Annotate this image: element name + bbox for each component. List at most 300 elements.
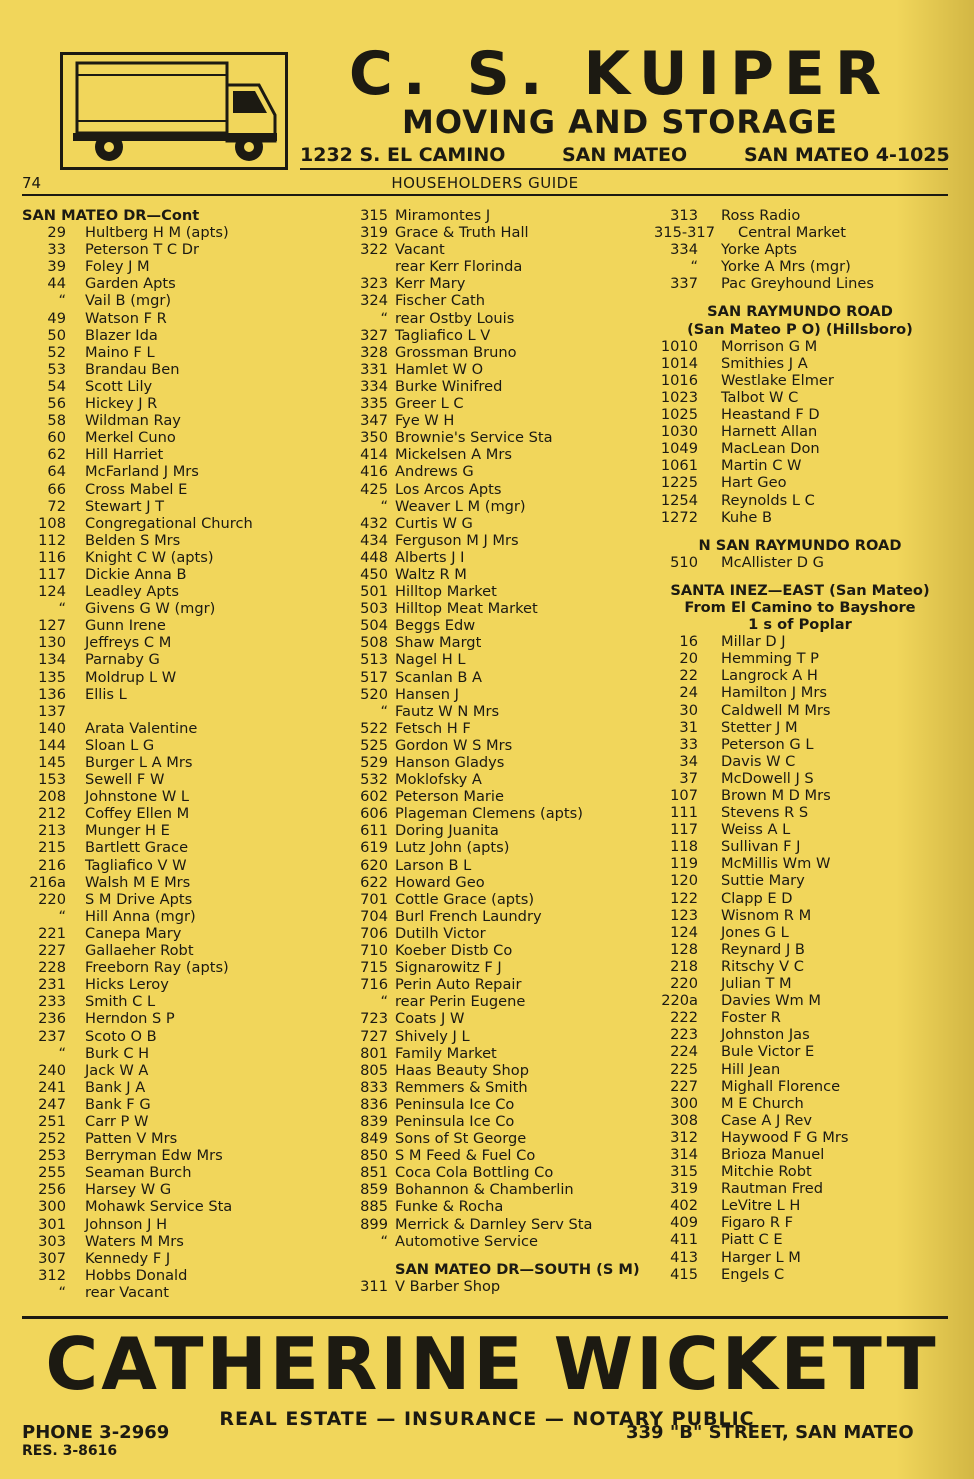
listing-row <box>340 258 650 275</box>
householder-name: Patten V Mrs <box>85 1130 178 1148</box>
house-number: 315 <box>670 1163 698 1181</box>
householder-name: Blazer Ida <box>85 326 158 344</box>
listing-row <box>22 327 338 344</box>
listing-row <box>22 925 338 942</box>
house-number: 241 <box>38 1078 66 1096</box>
listing-row <box>654 1095 946 1112</box>
householder-name: LeVitre L H <box>721 1197 801 1215</box>
listing-row <box>340 515 650 532</box>
page-title: HOUSEHOLDERS GUIDE <box>391 174 579 192</box>
householder-name: Hobbs Donald <box>85 1266 188 1284</box>
listing-row <box>22 361 338 378</box>
house-number: 111 <box>670 804 698 822</box>
listing-row <box>340 429 650 446</box>
listing-row <box>340 600 650 617</box>
house-number: 715 <box>360 959 388 977</box>
listing-row <box>22 1113 338 1130</box>
householder-name: Jeffreys C M <box>85 634 172 652</box>
agent-services: REAL ESTATE — INSURANCE — NOTARY PUBLIC <box>219 1408 755 1430</box>
house-number: 208 <box>38 788 66 806</box>
listing-row <box>340 463 650 480</box>
householder-name: Wisnom R M <box>721 906 812 924</box>
house-number: 303 <box>38 1232 66 1250</box>
listing-row <box>22 1198 338 1215</box>
listing-row <box>22 1250 338 1267</box>
householder-name: Givens G W (mgr) <box>85 600 216 618</box>
householder-name: Brioza Manuel <box>721 1145 825 1163</box>
householder-name: Coca Cola Bottling Co <box>395 1164 554 1182</box>
street-heading <box>654 303 946 320</box>
householder-name: Dickie Anna B <box>85 565 187 583</box>
street-heading <box>654 321 946 338</box>
house-number: 22 <box>679 667 698 685</box>
householder-name: Hill Anna (mgr) <box>85 907 196 925</box>
listing-row <box>340 1198 650 1215</box>
house-number: “ <box>58 1283 66 1301</box>
householder-name: Greer L C <box>395 395 464 413</box>
spacer <box>654 292 946 303</box>
listing-row <box>22 703 338 720</box>
listing-row <box>340 292 650 309</box>
house-number: 228 <box>38 959 66 977</box>
page-number: 74 <box>22 174 42 192</box>
householder-name: Gallaeher Robt <box>85 942 194 960</box>
advertisement-footer <box>0 1318 974 1479</box>
householder-name: Remmers & Smith <box>395 1078 528 1096</box>
house-number: 112 <box>38 531 66 549</box>
house-number: 44 <box>47 275 66 293</box>
house-number: 315-317 <box>654 224 715 242</box>
householder-name: Foster R <box>721 1009 781 1027</box>
listing-row <box>654 474 946 491</box>
house-number: 319 <box>360 224 388 242</box>
listing-row <box>340 874 650 891</box>
house-number: 53 <box>47 360 66 378</box>
house-number: 727 <box>360 1027 388 1045</box>
house-number: 252 <box>38 1130 66 1148</box>
listing-row <box>22 771 338 788</box>
listing-row <box>22 1079 338 1096</box>
listing-row <box>654 492 946 509</box>
house-number: 20 <box>679 650 698 668</box>
listing-row <box>654 924 946 941</box>
listing-row <box>22 874 338 891</box>
householder-name: Waters M Mrs <box>85 1232 184 1250</box>
householder-name: McAllister D G <box>721 553 824 571</box>
house-number: 1016 <box>660 371 698 389</box>
header-rule <box>300 168 948 170</box>
house-number: 414 <box>360 446 388 464</box>
householder-name: Watson F R <box>85 309 167 327</box>
agent-name: CATHERINE WICKETT <box>45 1322 939 1406</box>
house-number: 402 <box>670 1197 698 1215</box>
house-number: 701 <box>360 890 388 908</box>
listing-row <box>22 737 338 754</box>
listing-row <box>654 1146 946 1163</box>
householder-name: Los Arcos Apts <box>395 480 502 498</box>
listing-row <box>22 412 338 429</box>
householder-name: Johnstone W L <box>85 788 190 806</box>
street-heading <box>22 207 338 224</box>
listing-row <box>340 395 650 412</box>
listing-row <box>654 633 946 650</box>
listing-row <box>340 412 650 429</box>
street-heading-text: SAN MATEO DR—SOUTH (S M) <box>395 1260 640 1278</box>
agent-res-phone: RES. 3-8616 <box>22 1443 118 1459</box>
listing-row <box>340 361 650 378</box>
listing-row <box>22 498 338 515</box>
listing-row <box>22 891 338 908</box>
householder-name: Bohannon & Chamberlin <box>395 1181 574 1199</box>
listing-row <box>654 684 946 701</box>
householder-name: S M Drive Apts <box>85 890 193 908</box>
house-number: 1254 <box>660 491 698 509</box>
householder-name: Harsey W G <box>85 1181 172 1199</box>
householder-name: Stevens R S <box>721 804 809 822</box>
house-number: 501 <box>360 583 388 601</box>
listing-row <box>340 617 650 634</box>
householder-name: Davis W C <box>721 752 796 770</box>
listing-row <box>654 1180 946 1197</box>
listing-row <box>22 1062 338 1079</box>
householder-name: Hamlet W O <box>395 360 484 378</box>
listing-row <box>22 1181 338 1198</box>
house-number: 231 <box>38 976 66 994</box>
house-number: 323 <box>360 275 388 293</box>
house-number: 33 <box>679 735 698 753</box>
householder-name: Munger H E <box>85 822 170 840</box>
householder-name: Mohawk Service Sta <box>85 1198 233 1216</box>
truck-logo <box>60 52 288 170</box>
listing-row <box>654 992 946 1009</box>
listing-row <box>22 549 338 566</box>
house-number: 312 <box>670 1128 698 1146</box>
listing-row <box>340 805 650 822</box>
householder-name: Hickey J R <box>85 395 158 413</box>
house-number: 602 <box>360 788 388 806</box>
householder-name: Hamilton J Mrs <box>721 684 827 702</box>
householder-name: Freeborn Ray (apts) <box>85 959 229 977</box>
house-number: 432 <box>360 514 388 532</box>
listing-row <box>654 275 946 292</box>
listing-row <box>22 1284 338 1301</box>
listing-row <box>654 1266 946 1283</box>
house-number: “ <box>380 497 388 515</box>
householder-name: Mighall Florence <box>721 1077 841 1095</box>
house-number: 315 <box>360 207 388 224</box>
listing-row <box>22 310 338 327</box>
house-number: 218 <box>670 957 698 975</box>
agent-phone: PHONE 3-2969 <box>22 1422 170 1443</box>
house-number: 213 <box>38 822 66 840</box>
listing-row <box>340 857 650 874</box>
house-number: 520 <box>360 685 388 703</box>
house-number: 434 <box>360 531 388 549</box>
house-number: 227 <box>38 942 66 960</box>
house-number: 223 <box>670 1026 698 1044</box>
listing-row <box>654 650 946 667</box>
house-number: 314 <box>670 1145 698 1163</box>
listing-row <box>22 600 338 617</box>
listing-row <box>654 975 946 992</box>
house-number: “ <box>58 1044 66 1062</box>
householder-name: Brownie's Service Sta <box>395 429 553 447</box>
householder-name: Larson B L <box>395 856 472 874</box>
listing-row <box>340 1113 650 1130</box>
householder-name: Harger L M <box>721 1248 801 1266</box>
householder-name: rear Ostby Louis <box>395 309 515 327</box>
listing-row <box>340 1181 650 1198</box>
house-number: 251 <box>38 1112 66 1130</box>
householder-name: Shively J L <box>395 1027 470 1045</box>
householder-name: Pac Greyhound Lines <box>721 275 874 293</box>
listing-row <box>654 958 946 975</box>
listing-row <box>22 839 338 856</box>
listing-row <box>22 1096 338 1113</box>
listing-row <box>22 344 338 361</box>
company-phone: SAN MATEO 4-1025 <box>744 144 950 166</box>
house-number: 413 <box>670 1248 698 1266</box>
house-number: 409 <box>670 1214 698 1232</box>
listing-row <box>654 1197 946 1214</box>
householder-name: Mickelsen A Mrs <box>395 446 512 464</box>
house-number: 33 <box>47 241 66 259</box>
house-number: 448 <box>360 548 388 566</box>
householder-name: Ferguson M J Mrs <box>395 531 519 549</box>
house-number: 411 <box>670 1231 698 1249</box>
house-number: 839 <box>360 1112 388 1130</box>
house-number: 16 <box>679 633 698 651</box>
house-number: 885 <box>360 1198 388 1216</box>
house-number: 508 <box>360 634 388 652</box>
listing-row <box>22 241 338 258</box>
householder-name: Perin Auto Repair <box>395 976 522 994</box>
householder-name: Reynolds L C <box>721 491 815 509</box>
listing-row <box>654 1249 946 1266</box>
house-number: 31 <box>679 718 698 736</box>
listing-row <box>654 872 946 889</box>
householder-name: MacLean Don <box>721 440 820 458</box>
listing-row <box>654 804 946 821</box>
householder-name: Burke Winifred <box>395 377 503 395</box>
listing-row <box>22 583 338 600</box>
house-number: 416 <box>360 463 388 481</box>
house-number: 215 <box>38 839 66 857</box>
householder-name: Hill Jean <box>721 1060 781 1078</box>
listing-row <box>340 788 650 805</box>
listing-row <box>654 702 946 719</box>
householder-name: Signarowitz F J <box>395 959 502 977</box>
listing-row <box>22 566 338 583</box>
householder-name: Grace & Truth Hall <box>395 224 529 242</box>
listing-row <box>654 355 946 372</box>
listing-row <box>654 509 946 526</box>
house-number: 247 <box>38 1095 66 1113</box>
householder-name: Peninsula Ice Co <box>395 1112 515 1130</box>
householder-name: Peterson Marie <box>395 788 504 806</box>
householder-name: Fetsch H F <box>395 719 471 737</box>
householder-name: Coffey Ellen M <box>85 805 190 823</box>
listing-row <box>22 651 338 668</box>
householder-name: Waltz R M <box>395 565 467 583</box>
house-number: 29 <box>47 224 66 242</box>
householder-name: Hart Geo <box>721 474 787 492</box>
listing-row <box>340 1096 650 1113</box>
house-number: 723 <box>360 1010 388 1028</box>
house-number: 62 <box>47 446 66 464</box>
house-number: 108 <box>38 514 66 532</box>
house-number: 1025 <box>660 406 698 424</box>
column-2 <box>340 207 650 1295</box>
listing-row <box>340 532 650 549</box>
listing-row <box>22 1010 338 1027</box>
house-number: 334 <box>670 241 698 259</box>
householder-name: Merkel Cuno <box>85 429 176 447</box>
house-number: 337 <box>670 275 698 293</box>
house-number: 704 <box>360 907 388 925</box>
house-number: 322 <box>360 241 388 259</box>
house-number: 851 <box>360 1164 388 1182</box>
householder-name: Howard Geo <box>395 873 485 891</box>
company-tagline: MOVING AND STORAGE <box>402 103 838 141</box>
householder-name: Davies Wm M <box>721 992 821 1010</box>
listing-row <box>22 617 338 634</box>
listing-row <box>654 821 946 838</box>
householder-name: Koeber Distb Co <box>395 942 513 960</box>
householder-name: Peterson T C Dr <box>85 241 199 259</box>
house-number: 39 <box>47 258 66 276</box>
street-heading <box>654 537 946 554</box>
listing-row <box>340 942 650 959</box>
householder-name: Walsh M E Mrs <box>85 873 191 891</box>
house-number: 227 <box>670 1077 698 1095</box>
listing-row <box>340 959 650 976</box>
listing-row <box>654 1043 946 1060</box>
householder-name: Kennedy F J <box>85 1249 171 1267</box>
spacer <box>340 1250 650 1261</box>
listing-row <box>22 805 338 822</box>
house-number: 1061 <box>660 457 698 475</box>
householder-name: Yorke A Mrs (mgr) <box>721 258 851 276</box>
householder-name: Hilltop Market <box>395 583 497 601</box>
house-number: 1010 <box>660 337 698 355</box>
street-heading <box>654 599 946 616</box>
house-number: 58 <box>47 412 66 430</box>
listing-row <box>340 566 650 583</box>
listing-row <box>22 1045 338 1062</box>
householder-name: Miramontes J <box>395 207 491 224</box>
householder-name: M E Church <box>721 1094 804 1112</box>
listing-row <box>22 1216 338 1233</box>
listing-row <box>654 787 946 804</box>
householder-name: Family Market <box>395 1044 497 1062</box>
listing-row <box>340 737 650 754</box>
householder-name: Moldrup L W <box>85 668 177 686</box>
listing-row <box>22 942 338 959</box>
householder-name: McDowell J S <box>721 769 814 787</box>
house-number: 619 <box>360 839 388 857</box>
house-number: 220 <box>670 975 698 993</box>
householder-name: Peninsula Ice Co <box>395 1095 515 1113</box>
house-number: 216 <box>38 856 66 874</box>
householder-name: Engels C <box>721 1265 785 1283</box>
house-number: 510 <box>670 553 698 571</box>
house-number: 135 <box>38 668 66 686</box>
listing-row <box>22 908 338 925</box>
listing-row <box>22 686 338 703</box>
householder-name: Lutz John (apts) <box>395 839 510 857</box>
householder-name: Merrick & Darnley Serv Sta <box>395 1215 593 1233</box>
house-number: “ <box>58 907 66 925</box>
listing-row <box>22 822 338 839</box>
advertisement-header <box>0 0 974 200</box>
householder-name: Cottle Grace (apts) <box>395 890 535 908</box>
listing-row <box>22 634 338 651</box>
householder-name: Ross Radio <box>721 207 801 224</box>
listing-row <box>340 1130 650 1147</box>
listing-row <box>654 258 946 275</box>
householder-name: Burk C H <box>85 1044 150 1062</box>
house-number: 1030 <box>660 423 698 441</box>
householder-name: Congregational Church <box>85 514 253 532</box>
house-number: 134 <box>38 651 66 669</box>
house-number: 216a <box>29 873 66 891</box>
listing-row <box>22 446 338 463</box>
householder-name: Julian T M <box>721 975 792 993</box>
street-heading <box>654 582 946 599</box>
listing-row <box>340 634 650 651</box>
listing-row <box>654 941 946 958</box>
listing-row <box>340 976 650 993</box>
house-number: “ <box>380 993 388 1011</box>
listing-row <box>22 463 338 480</box>
listing-row <box>340 651 650 668</box>
house-number: 34 <box>679 752 698 770</box>
listing-row <box>340 839 650 856</box>
house-number: 529 <box>360 754 388 771</box>
householder-name: Stewart J T <box>85 497 165 515</box>
householder-name: Kuhe B <box>721 508 772 526</box>
householder-name: Ritschy V C <box>721 957 804 975</box>
listing-row <box>654 667 946 684</box>
listing-row <box>22 754 338 771</box>
householder-name: Hemming T P <box>721 650 819 668</box>
listing-row <box>654 1009 946 1026</box>
house-number: 37 <box>679 769 698 787</box>
listing-row <box>340 224 650 241</box>
house-number: 425 <box>360 480 388 498</box>
listing-row <box>22 532 338 549</box>
householder-name: Belden S Mrs <box>85 531 181 549</box>
house-number: 236 <box>38 1010 66 1028</box>
listing-row <box>340 925 650 942</box>
house-number: 311 <box>360 1277 388 1295</box>
house-number: 307 <box>38 1249 66 1267</box>
house-number: 836 <box>360 1095 388 1113</box>
house-number: 116 <box>38 548 66 566</box>
listing-row <box>340 993 650 1010</box>
householder-name: McMillis Wm W <box>721 855 831 873</box>
householder-name: S M Feed & Fuel Co <box>395 1147 536 1165</box>
house-number: 327 <box>360 326 388 344</box>
householder-name: Smithies J A <box>721 354 808 372</box>
listing-row <box>22 481 338 498</box>
house-number: 220 <box>38 890 66 908</box>
householder-name: Morrison G M <box>721 337 818 355</box>
house-number: 224 <box>670 1043 698 1061</box>
householder-name: Burger L A Mrs <box>85 754 193 771</box>
householder-name: Brown M D Mrs <box>721 787 831 804</box>
